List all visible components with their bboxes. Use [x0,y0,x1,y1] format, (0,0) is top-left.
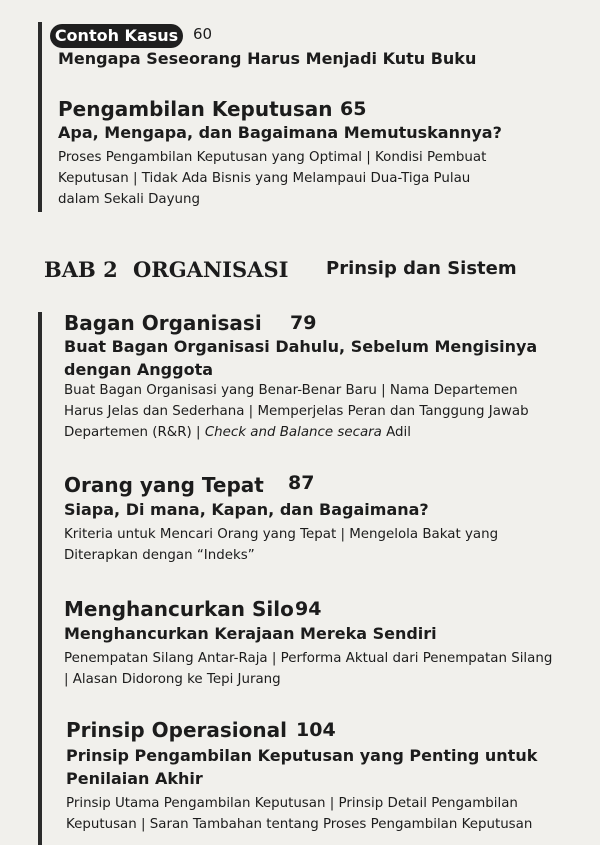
entry-subtitle: Apa, Mengapa, dan Bagaimana Memutuskannya? [58,123,502,142]
case-study-badge: Contoh Kasus [50,24,183,48]
description-italic-text: Check and Balance secara [204,425,382,440]
chapter-subtitle: Prinsip dan Sistem [326,258,517,279]
entry-subtitle: Buat Bagan Organisasi Dahulu, Sebelum Mengisinya [64,337,538,356]
entry-subtitle: Penilaian Akhir [66,769,203,788]
entry-description-line: Diterapkan dengan “Indeks” [64,548,255,563]
entry-page-number: 79 [290,312,317,334]
description-text: Adil [381,425,411,440]
chapter-name: ORGANISASI [133,257,289,282]
entry-subtitle: Menghancurkan Kerajaan Mereka Sendiri [64,624,437,643]
entry-subtitle: Siapa, Di mana, Kapan, dan Bagaimana? [64,500,429,519]
entry-page-number: 104 [296,719,336,741]
entry-description-line: dalam Sekali Dayung [58,192,201,207]
case-study-title: Mengapa Seseorang Harus Menjadi Kutu Buku [58,49,477,68]
section-rule-top [38,22,42,212]
entry-title: Orang yang Tepat [64,473,264,497]
entry-page-number: 87 [288,472,315,494]
chapter-label: BAB 2 [44,257,118,282]
entry-title: Bagan Organisasi [64,311,262,335]
entry-title: Pengambilan Keputusan [58,97,333,121]
description-text: Departemen (R&R) | [64,425,205,440]
entry-description-line: Keputusan | Saran Tambahan tentang Proses Pengambilan Keputusan [66,817,533,832]
entry-description-line: Proses Pengambilan Keputusan yang Optimal | Kondisi Pembuat [58,150,487,165]
entry-title: Menghancurkan Silo [64,597,294,621]
entry-description-line: | Alasan Didorong ke Tepi Jurang [64,672,281,687]
entry-page-number: 65 [340,98,367,120]
entry-title: Prinsip Operasional [66,718,287,742]
entry-description-line: Buat Bagan Organisasi yang Benar-Benar Baru | Nama Departemen [64,383,518,398]
case-study-page-number: 60 [193,25,213,43]
entry-subtitle: Prinsip Pengambilan Keputusan yang Penting untuk [66,746,538,765]
entry-description-line: Prinsip Utama Pengambilan Keputusan | Prinsip Detail Pengambilan [66,796,518,811]
entry-description-line: Kriteria untuk Mencari Orang yang Tepat | Mengelola Bakat yang [64,527,499,542]
entry-description-line: Penempatan Silang Antar-Raja | Performa Aktual dari Penempatan Silang [64,651,553,666]
section-rule-chapter [38,312,42,845]
entry-description-line [64,424,411,443]
entry-description-line: Harus Jelas dan Sederhana | Memperjelas Peran dan Tanggung Jawab [64,404,529,419]
entry-subtitle: dengan Anggota [64,360,214,379]
entry-page-number: 94 [295,598,322,620]
entry-description-line: Keputusan | Tidak Ada Bisnis yang Melampaui Dua-Tiga Pulau [58,171,471,186]
